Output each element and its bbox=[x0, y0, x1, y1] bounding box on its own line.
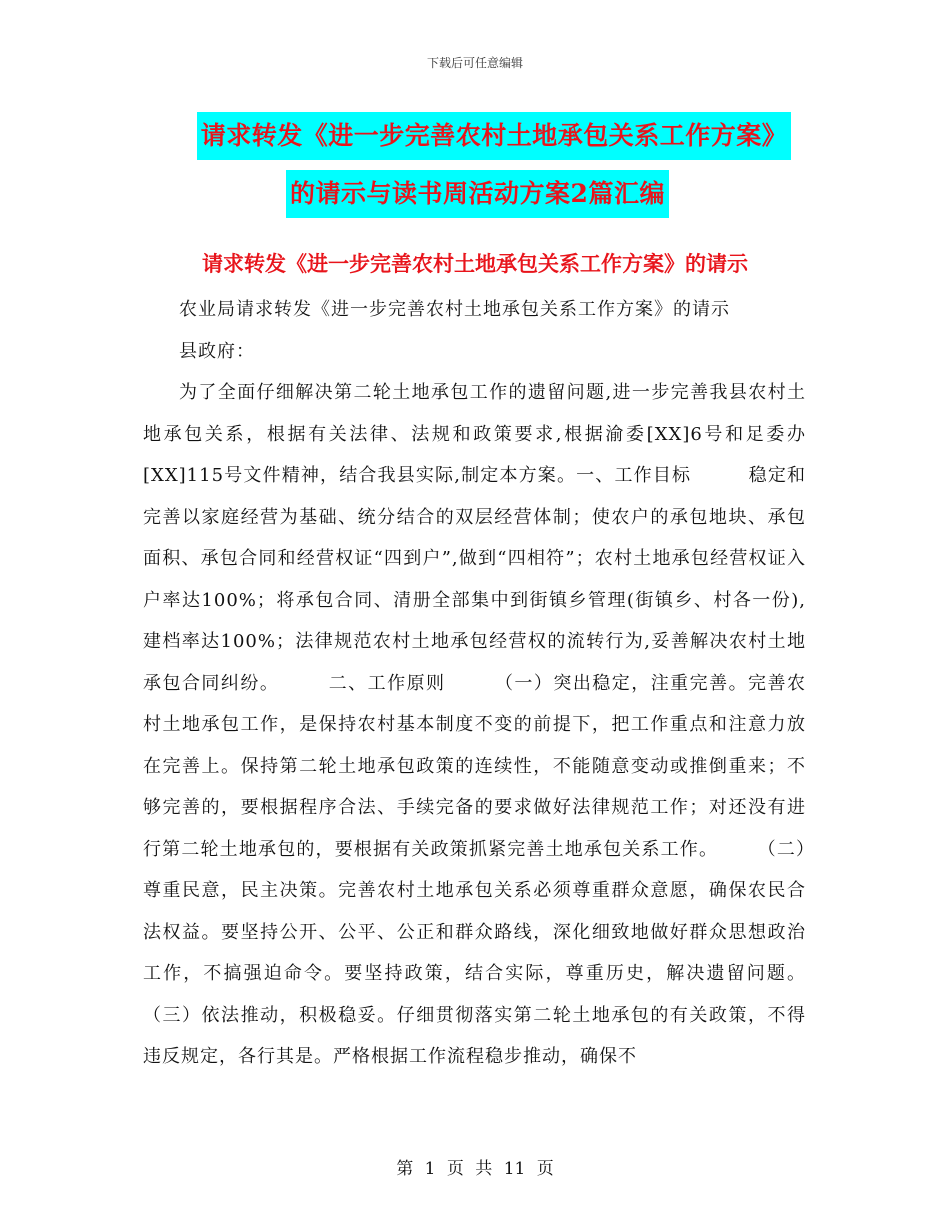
document-body bbox=[143, 289, 806, 1078]
page-footer: 第 1 页 共 11 页 bbox=[396, 1159, 554, 1179]
section-title: 请求转发《进一步完善农村土地承包关系工作方案》的请示 bbox=[202, 251, 748, 276]
header-note: 下载后可任意编辑 bbox=[426, 56, 523, 70]
title-line-2: 的请示与读书周活动方案2篇汇编 bbox=[286, 170, 669, 218]
paragraph-heading: 农业局请求转发《进一步完善农村土地承包关系工作方案》的请示 bbox=[179, 299, 730, 320]
paragraph-main: 为了全面仔细解决第二轮土地承包工作的遗留问题,进一步完善我县农村土地承包关系，根据有关法律、法规和政策要求,根据渝委[XX]6号和足委办[XX]115号文件精神，结合我县实际,制定本方案。一、工作目标 稳定和完善以家庭经营为基础、统分结合的双层经营体制；使农户的承包地块、承包面积、承包合同和经营权证“四到户”,做到“四相符”；农村土地承包经营权证入户率达100%；将承包合同、清册全部集中到街镇乡管理(街镇乡、村各一份),建档率达100%；法律规范农村土地承包经营权的流转行为,妥善解决农村土地承包合同纠纷。 二、工作原则 （一）突出稳定，注重完善。完善农村土地承包工作，是保持农村基本制度不变的前提下，把工作重点和注意力放在完善上。保持第二轮土地承包政策的连续性，不能随意变动或推倒重来；不够完善的，要根据程序合法、手续完备的要求做好法律规范工作；对还没有进行第二轮土地承包的，要根据有关政策抓紧完善土地承包关系工作。 （二）尊重民意，民主决策。完善农村土地承包关系必须尊重群众意愿，确保农民合法权益。要坚持公开、公平、公正和群众路线，深化细致地做好群众思想政治工作，不搞强迫命令。要坚持政策，结合实际，尊重历史，解决遗留问题。（三）依法推动，积极稳妥。仔细贯彻落实第二轮土地承包的有关政策，不得违反规定，各行其是。严格根据工作流程稳步推动，确保不 bbox=[143, 382, 806, 1067]
title-line-1: 请求转发《进一步完善农村土地承包关系工作方案》 bbox=[197, 112, 792, 160]
paragraph-salutation: 县政府： bbox=[179, 340, 255, 362]
document-title bbox=[0, 112, 950, 218]
